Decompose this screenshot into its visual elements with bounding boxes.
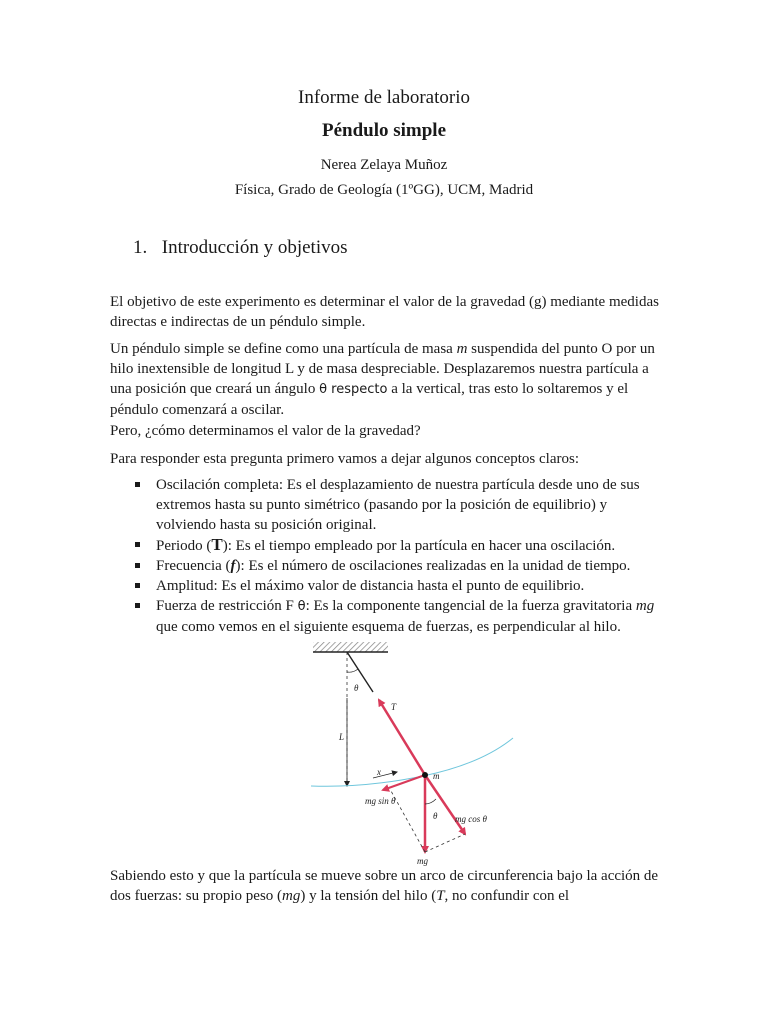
label-tension: T: [391, 702, 397, 712]
list-item: Amplitud: Es el máximo valor de distancia hasta el punto de equilibrio.: [110, 576, 670, 596]
list-item: Frecuencia (f): Es el número de oscilaciones realizadas en la unidad de tiempo.: [110, 556, 670, 576]
label-mass: m: [433, 771, 440, 781]
bullet-square-icon: [135, 542, 140, 547]
paragraph-definition: Un péndulo simple se define como una partícula de masa m suspendida del punto O por un hilo inextensible de longitud L y de masa despreciable. Desplazaremos nuestra partícula a una posición que creará un ángulo θ respecto a la vertical, tras esto lo soltaremos y el péndulo comenzará a oscilar.: [110, 341, 655, 418]
paragraph-forces: Sabiendo esto y que la partícula se mueve sobre un arco de circunferencia bajo la acción de dos fuerzas: su propio peso (mg) y la tensión del hilo (T, no confundir con el: [110, 868, 659, 904]
list-item: Fuerza de restricción F θ: Es la componente tangencial de la fuerza gravitatoria mg que como vemos en el siguiente esquema de fuerzas, es perpendicular al hilo.: [110, 596, 670, 637]
bullet-square-icon: [135, 603, 140, 608]
document-title: Informe de laboratorio: [298, 87, 470, 108]
label-theta-bottom: θ: [433, 811, 438, 821]
projection-line: [425, 834, 465, 852]
paragraph-intro-concepts: Para responder esta pregunta primero vamos a dejar algunos conceptos claros:: [110, 451, 579, 467]
angle-arc-top: [347, 669, 358, 672]
section-heading: [133, 236, 348, 260]
section-number: 1.: [133, 237, 148, 258]
radial-force-vector: [425, 775, 465, 834]
author-name: Nerea Zelaya Muñoz: [320, 157, 448, 173]
mass-particle: [422, 772, 428, 778]
tangential-force-vector: [383, 775, 425, 790]
tension-vector: [379, 700, 425, 775]
concepts-list: [110, 475, 670, 637]
label-theta-top: θ: [354, 683, 359, 693]
bullet-square-icon: [135, 583, 140, 588]
bullet-square-icon: [135, 482, 140, 487]
list-item: Periodo (T): Es el tiempo empleado por la partícula en hacer una oscilación.: [110, 535, 670, 556]
label-length: L: [339, 732, 345, 742]
label-mg: mg: [417, 856, 428, 866]
paragraph-question: Pero, ¿cómo determinamos el valor de la gravedad?: [110, 423, 421, 439]
label-mg-sin: mg sin θ: [365, 796, 396, 806]
bullet-square-icon: [135, 563, 140, 568]
label-mg-cos: mg cos θ: [455, 814, 487, 824]
paragraph-objective: El objetivo de este experimento es determinar el valor de la gravedad (g) mediante medidas directas e indirectas de un péndulo simple.: [110, 294, 659, 330]
section-title: Introducción y objetivos: [161, 237, 348, 258]
author-affiliation: Física, Grado de Geología (1ºGG), UCM, Madrid: [234, 182, 534, 198]
document-subtitle: Péndulo simple: [321, 120, 447, 141]
label-x: x: [377, 767, 381, 777]
pendulum-force-diagram: [305, 638, 515, 868]
list-item: Oscilación completa: Es el desplazamiento de nuestra partícula desde uno de sus extremos hasta su punto simétrico (pasando por la posición de equilibrio) y volviendo hasta su posición original.: [110, 475, 670, 535]
projection-line: [391, 791, 425, 852]
ceiling-support: [313, 642, 388, 652]
angle-arc-bottom: [425, 799, 436, 804]
